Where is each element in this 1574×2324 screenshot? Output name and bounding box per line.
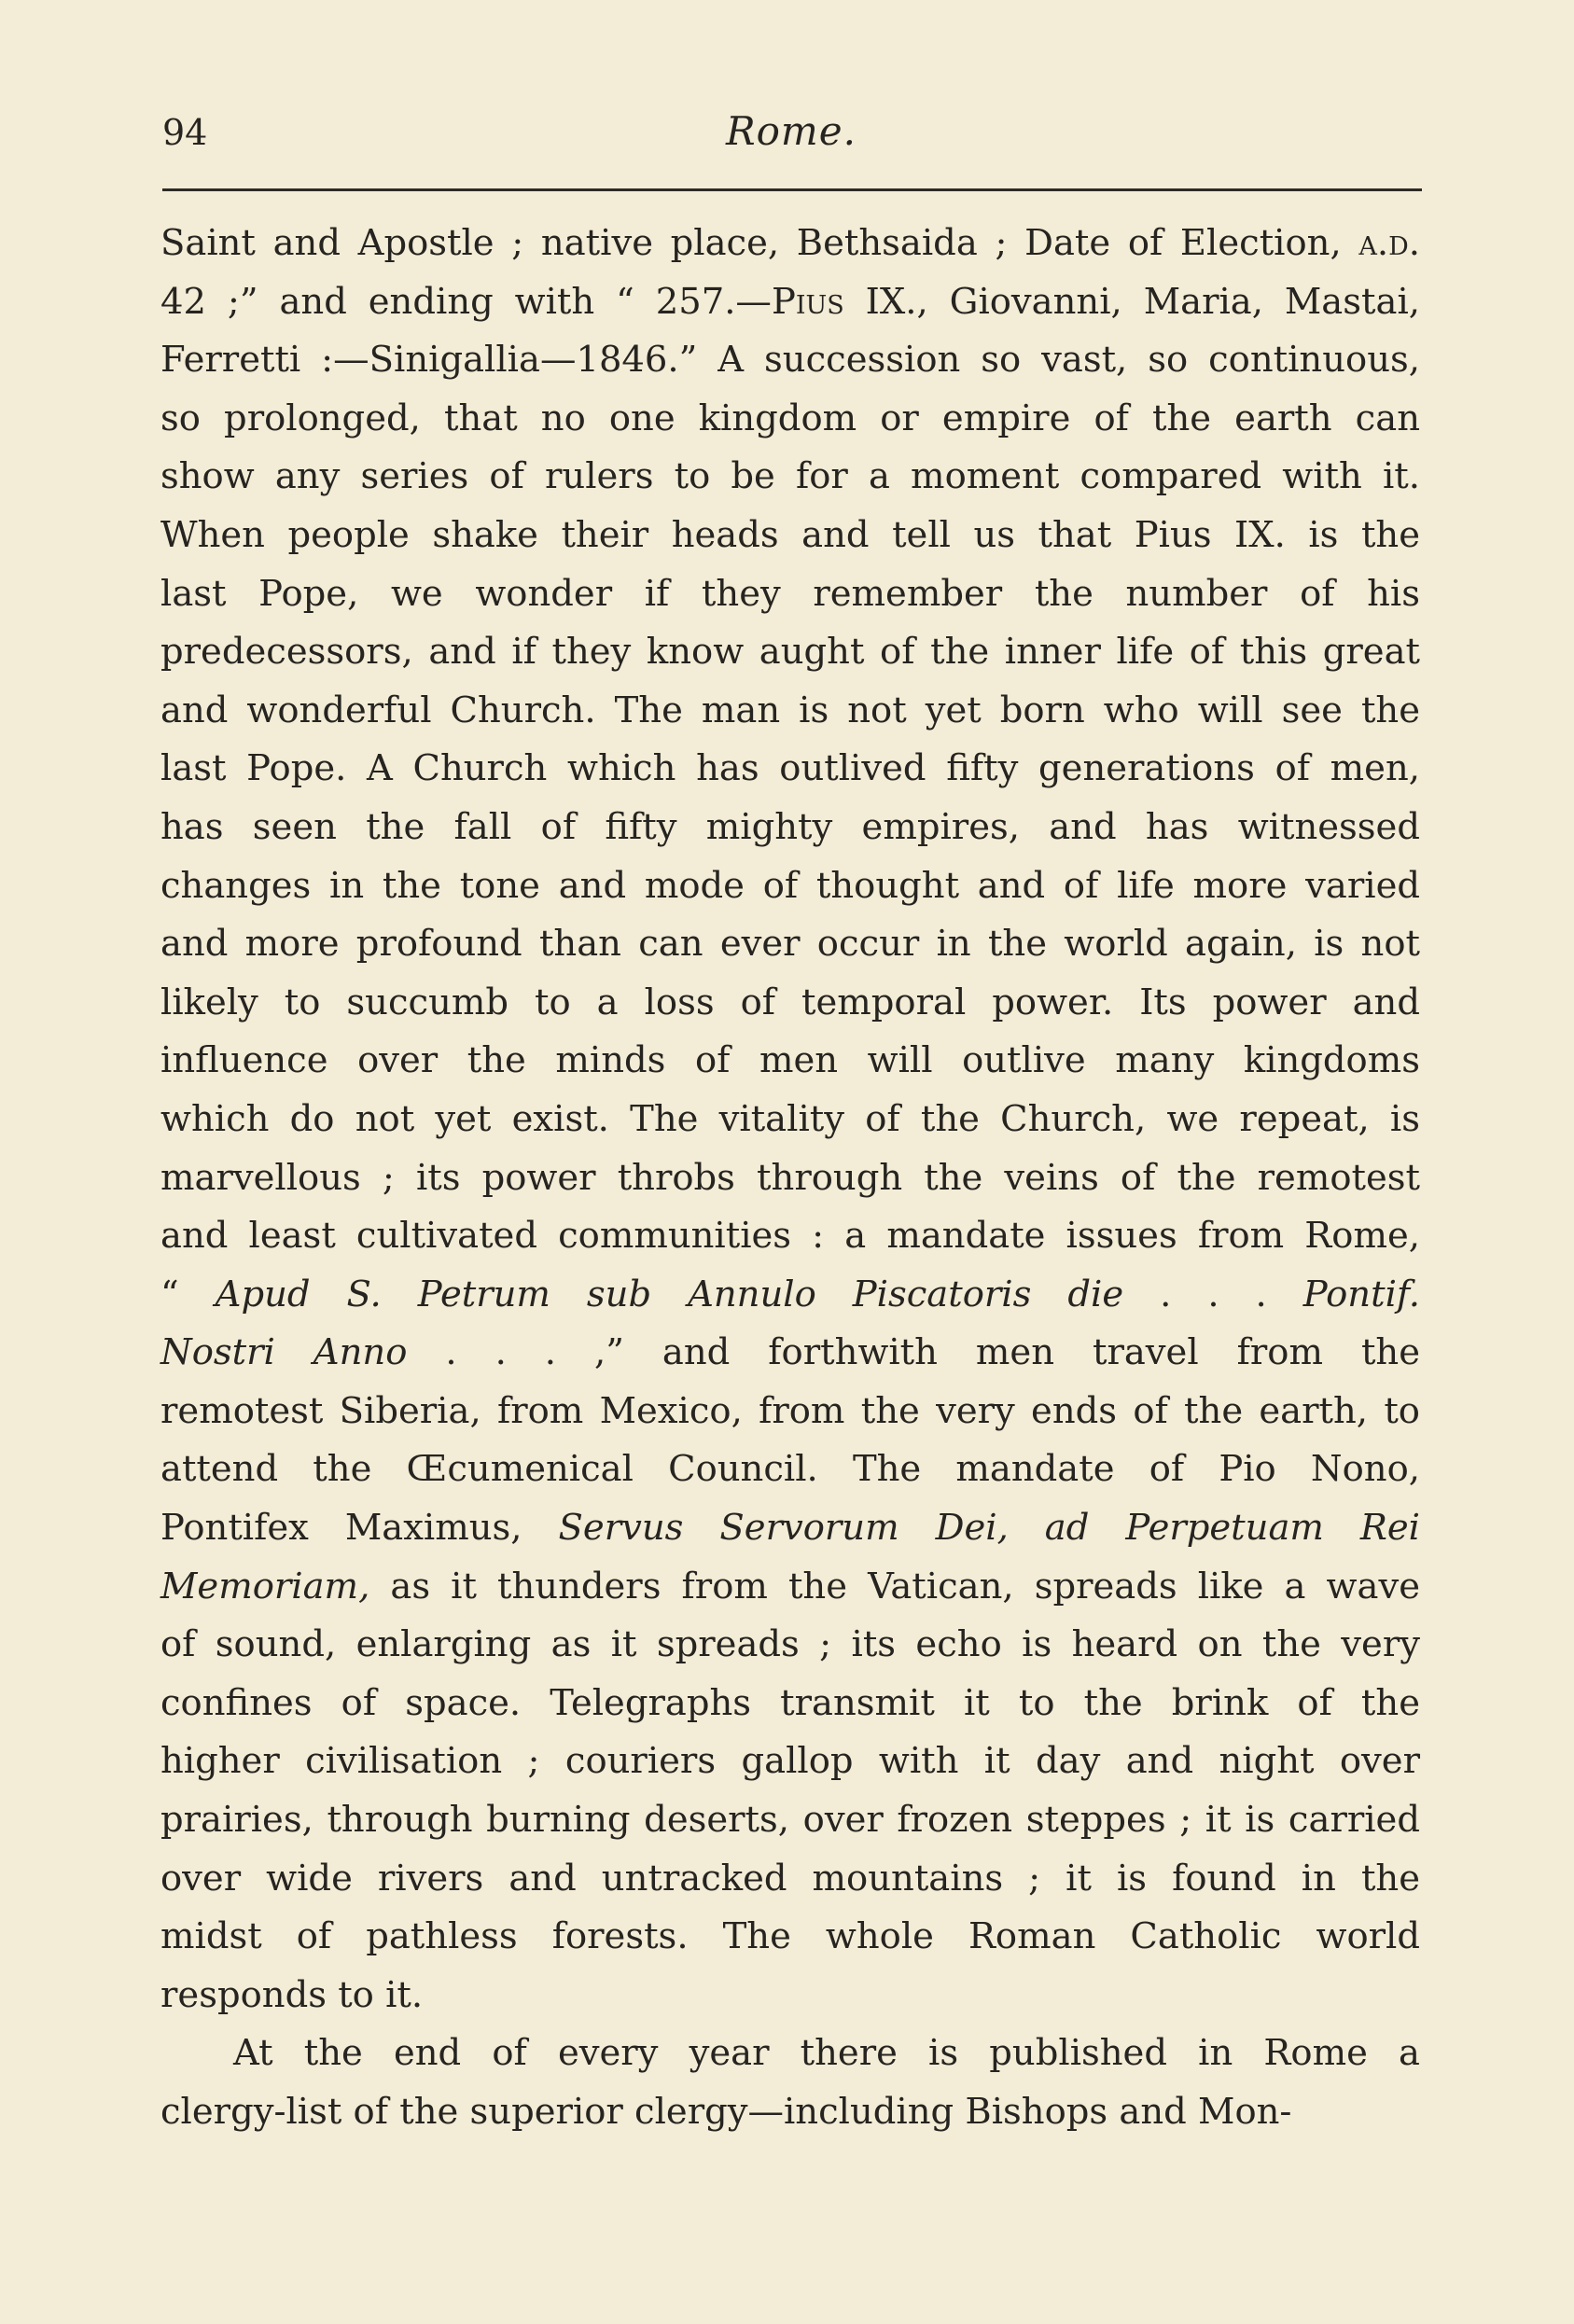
text-line: [160, 974, 1420, 1033]
text-segment: and more profound than can ever occur in the world again, is not: [160, 923, 1420, 966]
text-line: [160, 857, 1420, 916]
text-segment: which do not yet exist. The vitality of the Church, we repeat, is: [160, 1097, 1420, 1140]
text-segment: and least cultivated communities : a mandate issues from Rome,: [160, 1215, 1420, 1258]
text-line: [160, 1266, 1420, 1325]
text-segment: IX., Giovanni, Maria, Mastai,: [843, 280, 1420, 323]
text-segment: changes in the tone and mode of thought and of life more varied: [160, 864, 1420, 907]
text-line: [160, 740, 1420, 799]
text-line: [160, 390, 1420, 449]
text-line: [160, 682, 1420, 741]
text-line: [160, 2083, 1420, 2142]
text-line: [160, 1091, 1420, 1149]
text-line: [160, 1675, 1420, 1733]
text-line: [160, 273, 1420, 332]
text-line: [160, 799, 1420, 857]
small-caps-text: Pius: [771, 280, 844, 323]
text-line: [160, 215, 1420, 273]
text-segment: influence over the minds of men will outlive many kingdoms: [160, 1039, 1420, 1082]
text-line: [160, 1499, 1420, 1558]
text-segment: and wonderful Church. The man is not yet born who will see the: [160, 689, 1420, 731]
header-rule: [162, 188, 1422, 191]
text-segment: responds to it.: [160, 1973, 424, 2016]
text-line: [160, 1616, 1420, 1675]
text-segment: last Pope. A Church which has outlived fifty generations of men,: [160, 747, 1420, 790]
text-line: [160, 1032, 1420, 1091]
text-segment: “: [160, 1273, 216, 1315]
text-segment: midst of pathless forests. The whole Roman Catholic world: [160, 1915, 1420, 1958]
text-segment: marvellous ; its power throbs through the veins of the remotest: [160, 1156, 1420, 1199]
text-segment: has seen the fall of fifty mighty empires, and has witnessed: [160, 805, 1420, 848]
text-line: [160, 1850, 1420, 1909]
running-header: [160, 103, 1422, 168]
text-segment: attend the Œcumenical Council. The mandate of Pio Nono,: [160, 1448, 1420, 1491]
text-segment: over wide rivers and untracked mountains ; it is found in the: [160, 1857, 1420, 1900]
text-segment: . . . ,” and forthwith men travel from the: [407, 1331, 1421, 1374]
italic-text: Apud S. Petrum sub Annulo Piscatoris die: [215, 1273, 1124, 1315]
text-segment: so prolonged, that no one kingdom or empire of the earth can: [160, 397, 1420, 439]
text-segment: At the end of every year there is published in Rome a: [233, 2032, 1420, 2075]
text-segment: Pontifex Maximus,: [160, 1507, 559, 1550]
italic-text: Servus Servorum Dei, ad Perpetuam Rei: [558, 1507, 1420, 1550]
text-line: [160, 2025, 1420, 2083]
text-line: [160, 331, 1420, 390]
text-line: [160, 1908, 1420, 1967]
text-segment: higher civilisation ; couriers gallop with it day and night over: [160, 1740, 1420, 1783]
text-line: [160, 565, 1420, 624]
text-segment: Ferretti :—Sinigallia—1846.” A succession so vast, so continuous,: [160, 339, 1420, 382]
text-segment: . . .: [1123, 1273, 1303, 1315]
italic-text: Pontif.: [1302, 1273, 1421, 1315]
text-line: [160, 1149, 1420, 1208]
text-line: [160, 1967, 1420, 2025]
text-line: [160, 448, 1420, 507]
italic-text: Nostri Anno: [160, 1331, 408, 1374]
text-segment: predecessors, and if they know aught of the inner life of this great: [160, 631, 1420, 674]
text-segment: 42 ;” and ending with “ 257.—: [160, 280, 772, 323]
text-line: [160, 1207, 1420, 1266]
text-segment: of sound, enlarging as it spreads ; its echo is heard on the very: [160, 1623, 1420, 1666]
text-line: [160, 623, 1420, 682]
text-segment: Saint and Apostle ; native place, Bethsaida ; Date of Election,: [160, 222, 1359, 264]
body-text: [160, 215, 1420, 2142]
running-title: Rome.: [726, 108, 857, 154]
text-segment: When people shake their heads and tell us that Pius IX. is the: [160, 513, 1420, 556]
small-caps-text: a.d.: [1358, 222, 1420, 264]
text-segment: as it thunders from the Vatican, spreads like a wave: [369, 1565, 1420, 1607]
text-line: [160, 1324, 1420, 1383]
text-line: [160, 1558, 1420, 1617]
italic-text: Memoriam,: [160, 1565, 370, 1607]
text-line: [160, 1791, 1420, 1850]
text-segment: show any series of rulers to be for a moment compared with it.: [160, 455, 1420, 498]
text-segment: last Pope, we wonder if they remember the number of his: [160, 572, 1420, 615]
page-number: 94: [162, 112, 208, 153]
text-segment: likely to succumb to a loss of temporal power. Its power and: [160, 981, 1420, 1023]
text-line: [160, 1383, 1420, 1441]
text-line: [160, 1733, 1420, 1791]
text-line: [160, 1440, 1420, 1499]
text-line: [160, 507, 1420, 565]
text-segment: remotest Siberia, from Mexico, from the very ends of the earth, to: [160, 1389, 1420, 1432]
text-segment: prairies, through burning deserts, over frozen steppes ; it is carried: [160, 1799, 1420, 1842]
text-segment: clergy-list of the superior clergy—including Bishops and Mon-: [160, 2091, 1292, 2133]
text-line: [160, 915, 1420, 974]
text-segment: confines of space. Telegraphs transmit it to the brink of the: [160, 1681, 1420, 1724]
